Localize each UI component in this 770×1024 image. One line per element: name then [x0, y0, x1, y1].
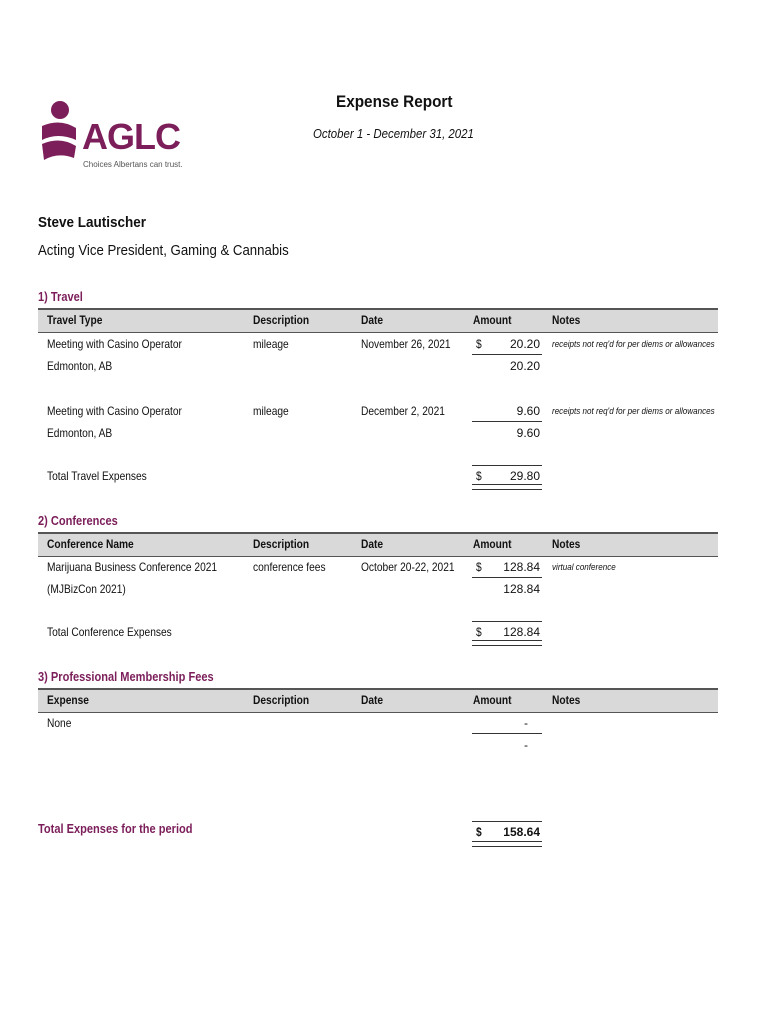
mem-col-date: Date	[361, 693, 384, 707]
logo-tagline: Choices Albertans can trust.	[83, 160, 183, 169]
travel-item-date: November 26, 2021	[361, 337, 451, 351]
total-rule-top	[472, 621, 542, 622]
subtotal-rule	[472, 733, 542, 734]
logo-text: AGLC	[82, 116, 180, 157]
travel-item-amount: 9.60	[516, 404, 540, 418]
travel-total-label: Total Travel Expenses	[47, 469, 147, 483]
mem-item-subtotal: -	[524, 738, 528, 752]
travel-item-location: Edmonton, AB	[47, 426, 113, 440]
currency-symbol: $	[476, 625, 482, 639]
subtotal-rule	[472, 354, 542, 355]
travel-item-type: Meeting with Casino Operator	[47, 404, 182, 418]
conf-total-label: Total Conference Expenses	[47, 625, 172, 639]
total-rule-top	[472, 465, 542, 466]
currency-symbol: $	[476, 469, 482, 483]
travel-item-description: mileage	[253, 404, 289, 418]
person-name: Steve Lautischer	[38, 214, 147, 231]
membership-heading: 3) Professional Membership Fees	[38, 669, 214, 684]
travel-total-amount: 29.80	[509, 469, 540, 483]
conf-col-amount: Amount	[473, 537, 512, 551]
person-role: Acting Vice President, Gaming & Cannabis	[38, 242, 289, 259]
total-double-rule	[472, 484, 542, 490]
travel-col-amount: Amount	[473, 313, 512, 327]
travel-item-location: Edmonton, AB	[47, 359, 113, 373]
conf-item-name: Marijuana Business Conference 2021	[47, 560, 218, 574]
conf-col-name: Conference Name	[47, 537, 134, 551]
subtotal-rule	[472, 577, 542, 578]
travel-item-note: receipts not req'd for per diems or allowances	[552, 406, 715, 417]
total-rule-top	[472, 821, 542, 822]
conf-item-amount: 128.84	[503, 560, 540, 574]
travel-col-description: Description	[253, 313, 310, 327]
travel-item-type: Meeting with Casino Operator	[47, 337, 182, 351]
travel-heading: 1) Travel	[38, 289, 83, 304]
currency-symbol: $	[476, 825, 482, 839]
conf-item-date: October 20-22, 2021	[361, 560, 455, 574]
conf-item-abbrev: (MJBizCon 2021)	[47, 582, 126, 596]
travel-col-type: Travel Type	[47, 313, 103, 327]
travel-item-subtotal: 9.60	[516, 426, 540, 440]
travel-col-date: Date	[361, 313, 384, 327]
subtotal-rule	[472, 421, 542, 422]
conf-item-subtotal: 128.84	[503, 582, 540, 596]
mem-col-description: Description	[253, 693, 310, 707]
travel-item-description: mileage	[253, 337, 289, 351]
conf-item-note: virtual conference	[552, 562, 616, 573]
currency-symbol: $	[476, 337, 482, 351]
mem-col-amount: Amount	[473, 693, 512, 707]
mem-col-notes: Notes	[552, 693, 581, 707]
conf-col-description: Description	[253, 537, 310, 551]
mem-item-expense: None	[47, 716, 72, 730]
report-period: October 1 - December 31, 2021	[313, 126, 474, 141]
report-title: Expense Report	[336, 92, 453, 111]
mem-item-amount: -	[524, 716, 528, 730]
conf-total-amount: 128.84	[503, 625, 540, 639]
mem-col-expense: Expense	[47, 693, 89, 707]
conferences-heading: 2) Conferences	[38, 513, 118, 528]
travel-col-notes: Notes	[552, 313, 581, 327]
total-double-rule	[472, 841, 542, 847]
grand-total-label: Total Expenses for the period	[38, 821, 193, 836]
conf-item-description: conference fees	[253, 560, 326, 574]
travel-item-date: December 2, 2021	[361, 404, 445, 418]
currency-symbol: $	[476, 560, 482, 574]
conf-col-date: Date	[361, 537, 384, 551]
travel-item-note: receipts not req'd for per diems or allowances	[552, 339, 715, 350]
travel-item-subtotal: 20.20	[509, 359, 540, 373]
aglc-logo-mark	[38, 96, 82, 168]
total-double-rule	[472, 640, 542, 646]
conf-col-notes: Notes	[552, 537, 581, 551]
grand-total-amount: 158.64	[503, 825, 540, 839]
travel-item-amount: 20.20	[509, 337, 540, 351]
